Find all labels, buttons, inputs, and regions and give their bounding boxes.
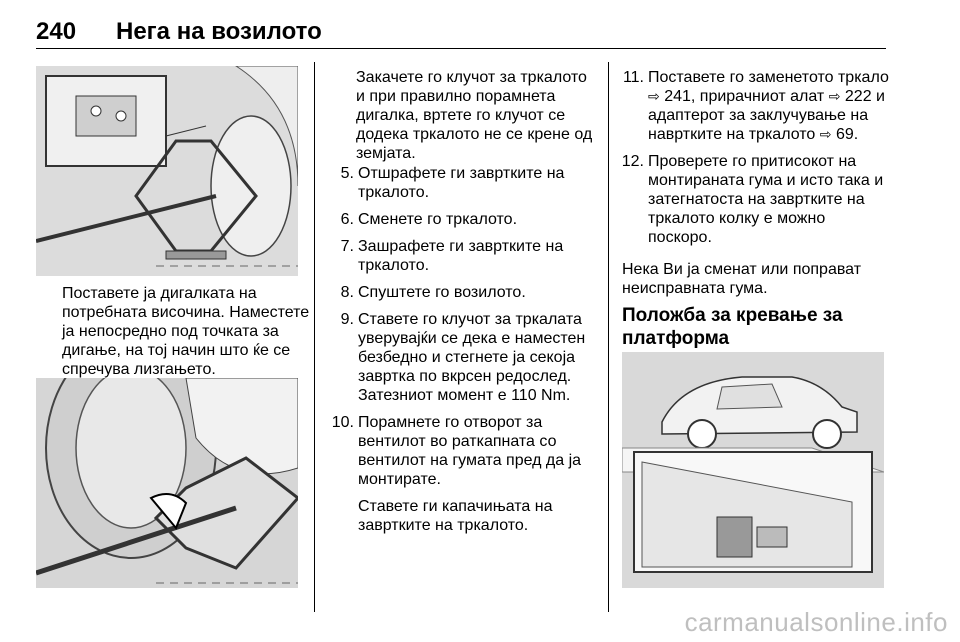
column-divider-2 xyxy=(608,62,609,612)
step-text: Сменете го тркалото. xyxy=(358,211,518,228)
step-number: 11. xyxy=(622,69,644,86)
step-5 xyxy=(328,164,600,202)
steps-list-col2 xyxy=(328,164,600,543)
section-heading: Положба за кревање за платформа xyxy=(622,305,843,349)
page-ref-arrow-icon: ⇨ xyxy=(648,88,660,104)
step-11-text-a: Поставете го заменетото тркало xyxy=(648,69,889,86)
platform-lift-drawing xyxy=(622,352,884,588)
step-9 xyxy=(328,310,600,405)
wheel-jack-drawing xyxy=(36,378,298,588)
tyre-note: Нека Ви ја сменат или поправат неисправната гума. xyxy=(622,261,862,297)
steps-list-col3 xyxy=(618,68,890,255)
step-number: 10. xyxy=(331,414,354,431)
step-text: Зашрафете ги завртките на тркалото. xyxy=(358,238,564,274)
step-11-text-c: 222 и адаптерот за заклучување на навртките на тркалото xyxy=(648,88,885,143)
wheel-jack-illustration xyxy=(36,378,298,588)
step-number: 12. xyxy=(621,153,644,170)
step-number: 6. xyxy=(340,211,354,228)
step-number: 8. xyxy=(340,284,354,301)
step-number: 9. xyxy=(340,311,354,328)
jack-caption: Поставете ја дигалката на потребната височина. Наместете ја непосредно под точката за дигање, на тој начин што ќе се спречува лизгањето. xyxy=(62,285,310,378)
watermark: carmanualsonline.info xyxy=(684,607,948,637)
step-11 xyxy=(618,68,890,144)
step-10 xyxy=(328,413,600,535)
step-7 xyxy=(328,237,600,275)
step-11-text-d: 69. xyxy=(835,126,859,143)
jack-drawing xyxy=(36,66,298,276)
step-text: Порамнете го отворот за вентилот во раткапната со вентилот на гумата пред да ја монтирате. xyxy=(358,414,582,488)
page-number: 240 xyxy=(36,18,77,45)
platform-lift-illustration xyxy=(622,352,884,588)
step-6 xyxy=(328,210,600,229)
step-number: 5. xyxy=(340,165,354,182)
step-8 xyxy=(328,283,600,302)
page-header xyxy=(36,14,886,49)
jack-position-illustration xyxy=(36,66,298,276)
page-title: Нега на возилото xyxy=(116,18,322,45)
step-text: Отшрафете ги завртките на тркалото. xyxy=(358,165,565,201)
step-text: Спуштете го возилото. xyxy=(358,284,526,301)
step-text: Ставете го клучот за тркалата уверувајќи се дека е наместен безбедно и стегнете ја секоја завртка по вкрсен редослед. Затезниот момент е 110 Nm. xyxy=(358,311,586,404)
page-ref-arrow-icon: ⇨ xyxy=(828,88,841,104)
step-number: 7. xyxy=(340,238,354,255)
lift-instruction: Закачете го клучот за тркалото и при правилно порамнета дигалка, вртете го клучот се додека тркалото не се крене од земјата. xyxy=(356,69,593,162)
step-text: Проверете го притисокот на монтираната гума и исто така и затегнатоста на завртките на тркалото колку е можно поскоро. xyxy=(648,153,884,246)
step-12 xyxy=(618,152,890,247)
page-ref-arrow-icon: ⇨ xyxy=(819,126,832,142)
column-divider-1 xyxy=(314,62,315,612)
step-10-extra: Ставете ги капачињата на завртките на тркалото. xyxy=(358,498,553,534)
step-11-text-b: 241, прирачниот алат xyxy=(664,88,829,105)
